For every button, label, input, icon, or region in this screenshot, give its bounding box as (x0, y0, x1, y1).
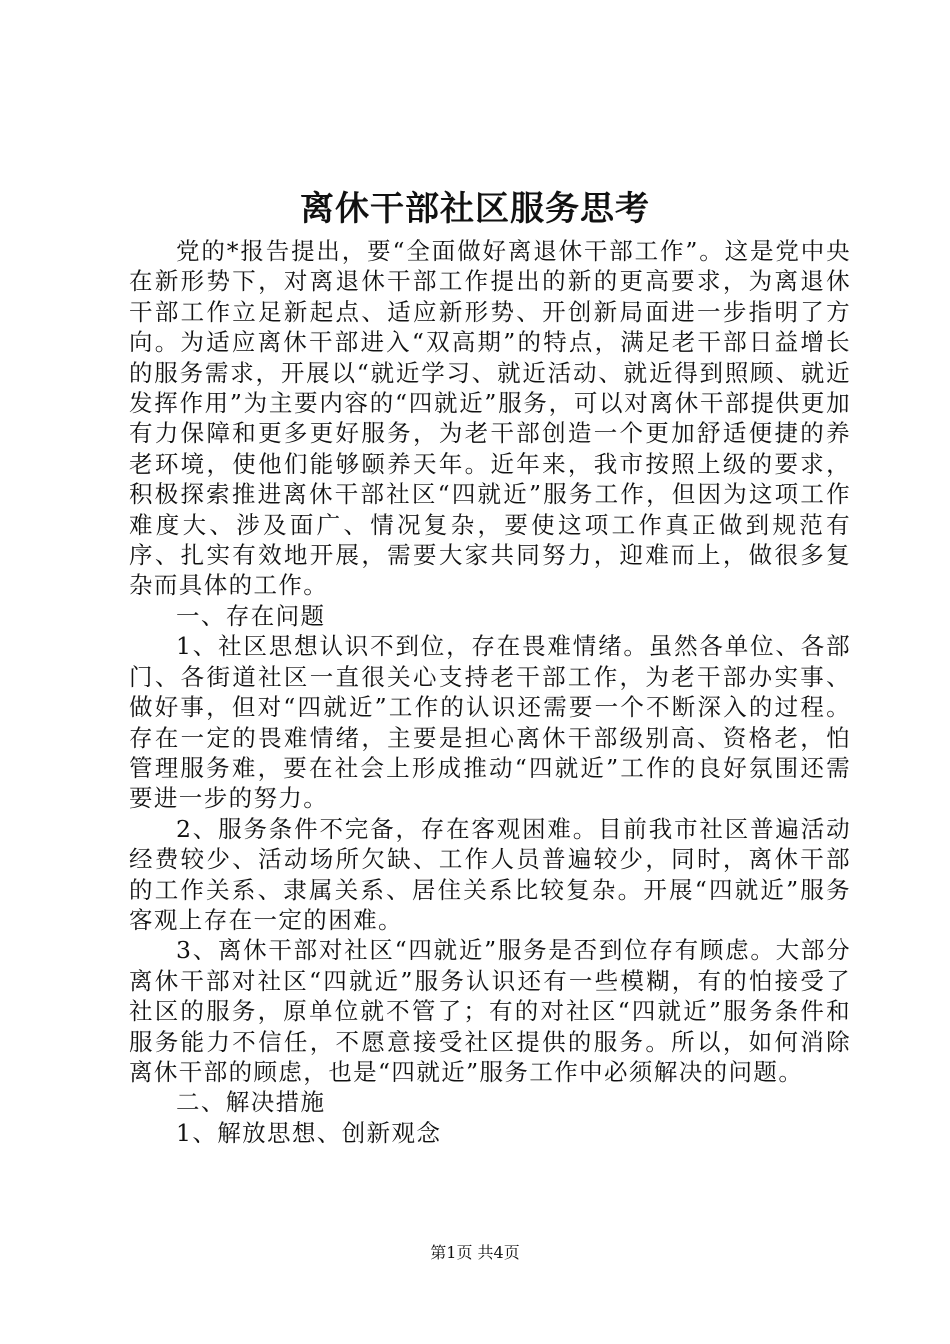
problem-paragraph-1: 1、社区思想认识不到位，存在畏难情绪。虽然各单位、各部门、各街道社区一直很关心支持老干部工作，为老干部办实事、做好事，但对“四就近”工作的认识还需要一个不断深入的过程。存在一定的畏难情绪，主要是担心离休干部级别高、资格老，怕管理服务难，要在社会上形成推动“四就近”工作的良好氛围还需要进一步的努力。 (129, 632, 851, 813)
measure-item-1: 1、解放思想、创新观念 (176, 1118, 442, 1147)
intro-paragraph: 党的*报告提出，要“全面做好离退休干部工作”。这是党中央在新形势下，对离退休干部工作提出的新的更高要求，为离退休干部工作立足新起点、适应新形势、开创新局面进一步指明了方向。为适应离休干部进入“双高期”的特点，满足老干部日益增长的服务需求，开展以“就近学习、就近活动、就近得到照顾、就近发挥作用”为主要内容的“四就近”服务，可以对离休干部提供更加有力保障和更多更好服务，为老干部创造一个更加舒适便捷的养老环境，使他们能够颐养天年。近年来，我市按照上级的要求，积极探索推进离休干部社区“四就近”服务工作，但因为这项工作难度大、涉及面广、情况复杂，要使这项工作真正做到规范有序、扎实有效地开展，需要大家共同努力，迎难而上，做很多复杂而具体的工作。 (129, 237, 851, 600)
document-body (129, 236, 851, 1148)
page-footer: 第1页 共4页 (430, 1243, 520, 1262)
section-heading-problems: 一、存在问题 (176, 601, 326, 630)
problem-paragraph-2: 2、服务条件不完备，存在客观困难。目前我市社区普遍活动经费较少、活动场所欠缺、工作人员普遍较少，同时，离休干部的工作关系、隶属关系、居住关系比较复杂。开展“四就近”服务客观上存在一定的困难。 (129, 814, 851, 934)
document-title: 离休干部社区服务思考 (300, 189, 650, 229)
section-heading-measures: 二、解决措施 (176, 1088, 326, 1117)
problem-paragraph-3: 3、离休干部对社区“四就近”服务是否到位存有顾虑。大部分离休干部对社区“四就近”服务认识还有一些模糊，有的怕接受了社区的服务，原单位就不管了；有的对社区“四就近”服务条件和服务能力不信任，不愿意接受社区提供的服务。所以，如何消除离休干部的顾虑，也是“四就近”服务工作中必须解决的问题。 (129, 936, 851, 1086)
